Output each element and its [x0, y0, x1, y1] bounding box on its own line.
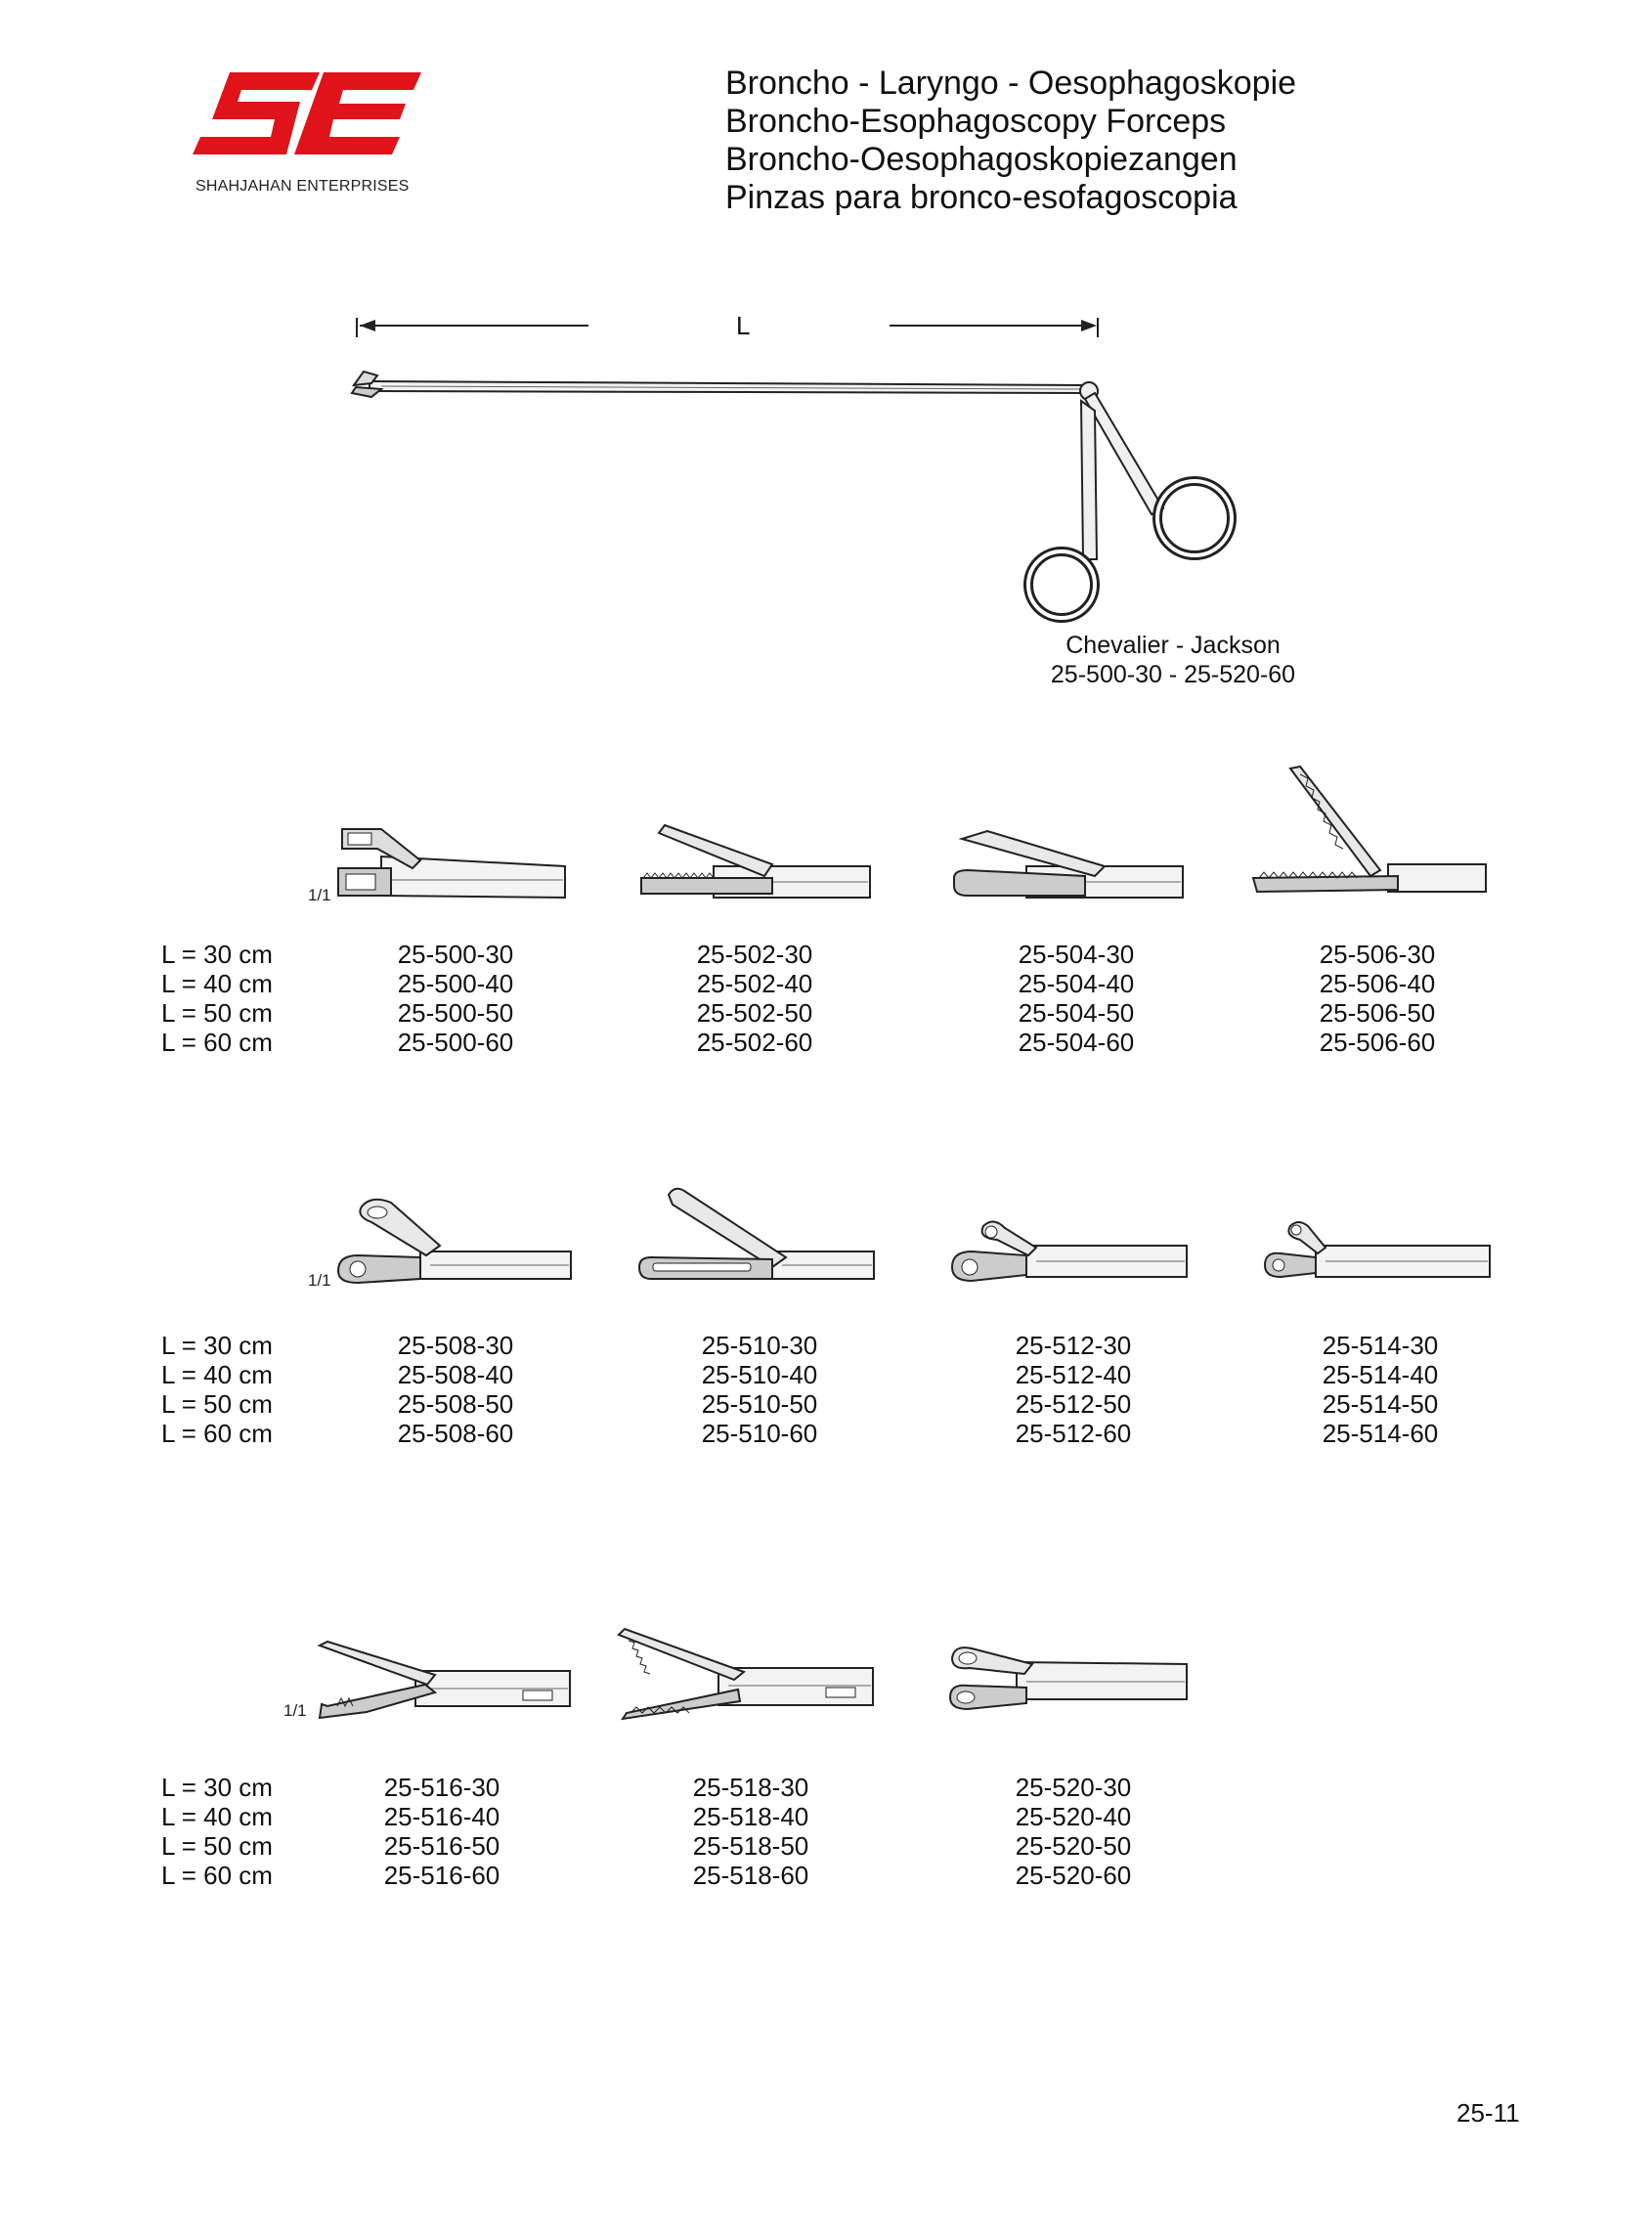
article-code: 25-516-60	[383, 1861, 500, 1890]
code-column	[1282, 1331, 1478, 1448]
code-column	[653, 1773, 848, 1890]
main-instrument-name: Chevalier - Jackson	[1065, 632, 1281, 659]
article-code: 25-504-60	[1018, 1028, 1135, 1057]
code-column	[344, 1773, 540, 1890]
title-english: Broncho-Esophagoscopy Forceps	[725, 103, 1227, 140]
code-column	[978, 940, 1174, 1057]
title-german: Broncho - Laryngo - Oesophagoskopie	[725, 65, 1297, 102]
article-code: 25-506-50	[1319, 998, 1436, 1028]
title-german-2: Broncho-Oesophagoskopiezangen	[725, 141, 1238, 178]
length-40: L = 40 cm	[161, 969, 273, 998]
article-code: 25-508-50	[397, 1389, 514, 1419]
article-code: 25-510-40	[701, 1360, 818, 1389]
article-code: 25-504-50	[1018, 998, 1135, 1028]
length-40: L = 40 cm	[161, 1360, 273, 1389]
title-spanish: Pinzas para bronco-esofagoscopia	[725, 179, 1238, 216]
chevalier-jackson-forceps-icon	[342, 303, 1320, 616]
article-code: 25-518-60	[692, 1861, 809, 1890]
company-logo	[191, 68, 425, 200]
article-code: 25-502-60	[696, 1028, 813, 1057]
article-code: 25-508-30	[397, 1331, 514, 1360]
main-instrument-figure	[342, 303, 1320, 616]
spoon-jaw-forceps-tip-icon	[938, 1643, 1202, 1721]
article-code: 25-512-30	[1015, 1331, 1132, 1360]
article-code: 25-514-40	[1322, 1360, 1439, 1389]
article-code: 25-514-60	[1322, 1419, 1439, 1448]
length-30: L = 30 cm	[161, 940, 273, 969]
length-list	[161, 1773, 273, 1890]
cup-jaw-forceps-tip-icon	[332, 1193, 577, 1291]
code-column	[358, 940, 553, 1057]
article-code: 25-506-60	[1319, 1028, 1436, 1057]
article-code: 25-514-30	[1322, 1331, 1439, 1360]
article-code: 25-520-50	[1015, 1831, 1132, 1861]
article-code: 25-504-30	[1018, 940, 1135, 969]
article-code: 25-510-30	[701, 1331, 818, 1360]
article-code: 25-510-60	[701, 1419, 818, 1448]
small-ring-jaw-forceps-tip-icon	[1251, 1212, 1496, 1291]
fenestrated-jaw-forceps-tip-icon	[635, 1183, 880, 1291]
article-code: 25-500-50	[397, 998, 514, 1028]
article-code: 25-506-30	[1319, 940, 1436, 969]
company-name: SHAHJAHAN ENTERPRISES	[196, 178, 410, 195]
page-title-block	[725, 65, 1296, 217]
code-column	[358, 1331, 553, 1448]
main-instrument-range: 25-500-30 - 25-520-60	[1050, 661, 1296, 688]
article-code: 25-512-50	[1015, 1389, 1132, 1419]
toothed-jaw-forceps-tip-icon	[1251, 763, 1496, 909]
article-code: 25-516-40	[383, 1802, 500, 1831]
length-60: L = 60 cm	[161, 1419, 273, 1448]
article-code: 25-516-50	[383, 1831, 500, 1861]
article-code: 25-502-40	[696, 969, 813, 998]
serrated-jaw-forceps-tip-icon	[635, 821, 880, 909]
page-number: 25-11	[1456, 2098, 1520, 2128]
article-code: 25-510-50	[701, 1389, 818, 1419]
hook-jaw-forceps-tip-icon	[308, 1628, 572, 1726]
smooth-jaw-forceps-tip-icon	[948, 821, 1193, 909]
ring-jaw-forceps-tip-icon	[948, 1212, 1193, 1291]
article-code: 25-520-30	[1015, 1773, 1132, 1802]
code-column	[1280, 940, 1475, 1057]
scale-label: 1/1	[308, 886, 331, 904]
article-code: 25-508-40	[397, 1360, 514, 1389]
length-60: L = 60 cm	[161, 1861, 273, 1890]
se-logo-icon	[191, 68, 425, 176]
article-code: 25-518-30	[692, 1773, 809, 1802]
article-code: 25-518-40	[692, 1802, 809, 1831]
box-jaw-forceps-tip-icon	[332, 821, 577, 909]
article-code: 25-500-30	[397, 940, 514, 969]
article-code: 25-502-50	[696, 998, 813, 1028]
code-column	[976, 1331, 1171, 1448]
article-code: 25-506-40	[1319, 969, 1436, 998]
article-code: 25-520-40	[1015, 1802, 1132, 1831]
length-dimension-label: L	[736, 311, 751, 340]
article-code: 25-500-40	[397, 969, 514, 998]
length-30: L = 30 cm	[161, 1773, 273, 1802]
article-code: 25-502-30	[696, 940, 813, 969]
scale-label: 1/1	[283, 1701, 307, 1720]
length-40: L = 40 cm	[161, 1802, 273, 1831]
article-code: 25-514-50	[1322, 1389, 1439, 1419]
article-code: 25-520-60	[1015, 1861, 1132, 1890]
article-code: 25-518-50	[692, 1831, 809, 1861]
article-code: 25-504-40	[1018, 969, 1135, 998]
code-column	[657, 940, 852, 1057]
article-code: 25-500-60	[397, 1028, 514, 1057]
length-30: L = 30 cm	[161, 1331, 273, 1360]
article-code: 25-512-40	[1015, 1360, 1132, 1389]
length-50: L = 50 cm	[161, 1389, 273, 1419]
length-50: L = 50 cm	[161, 998, 273, 1028]
length-50: L = 50 cm	[161, 1831, 273, 1861]
length-list	[161, 1331, 273, 1448]
alligator-jaw-forceps-tip-icon	[611, 1623, 875, 1731]
length-60: L = 60 cm	[161, 1028, 273, 1057]
code-column	[976, 1773, 1171, 1890]
article-code: 25-512-60	[1015, 1419, 1132, 1448]
article-code: 25-508-60	[397, 1419, 514, 1448]
article-code: 25-516-30	[383, 1773, 500, 1802]
length-list	[161, 940, 273, 1057]
scale-label: 1/1	[308, 1271, 331, 1290]
code-column	[662, 1331, 857, 1448]
